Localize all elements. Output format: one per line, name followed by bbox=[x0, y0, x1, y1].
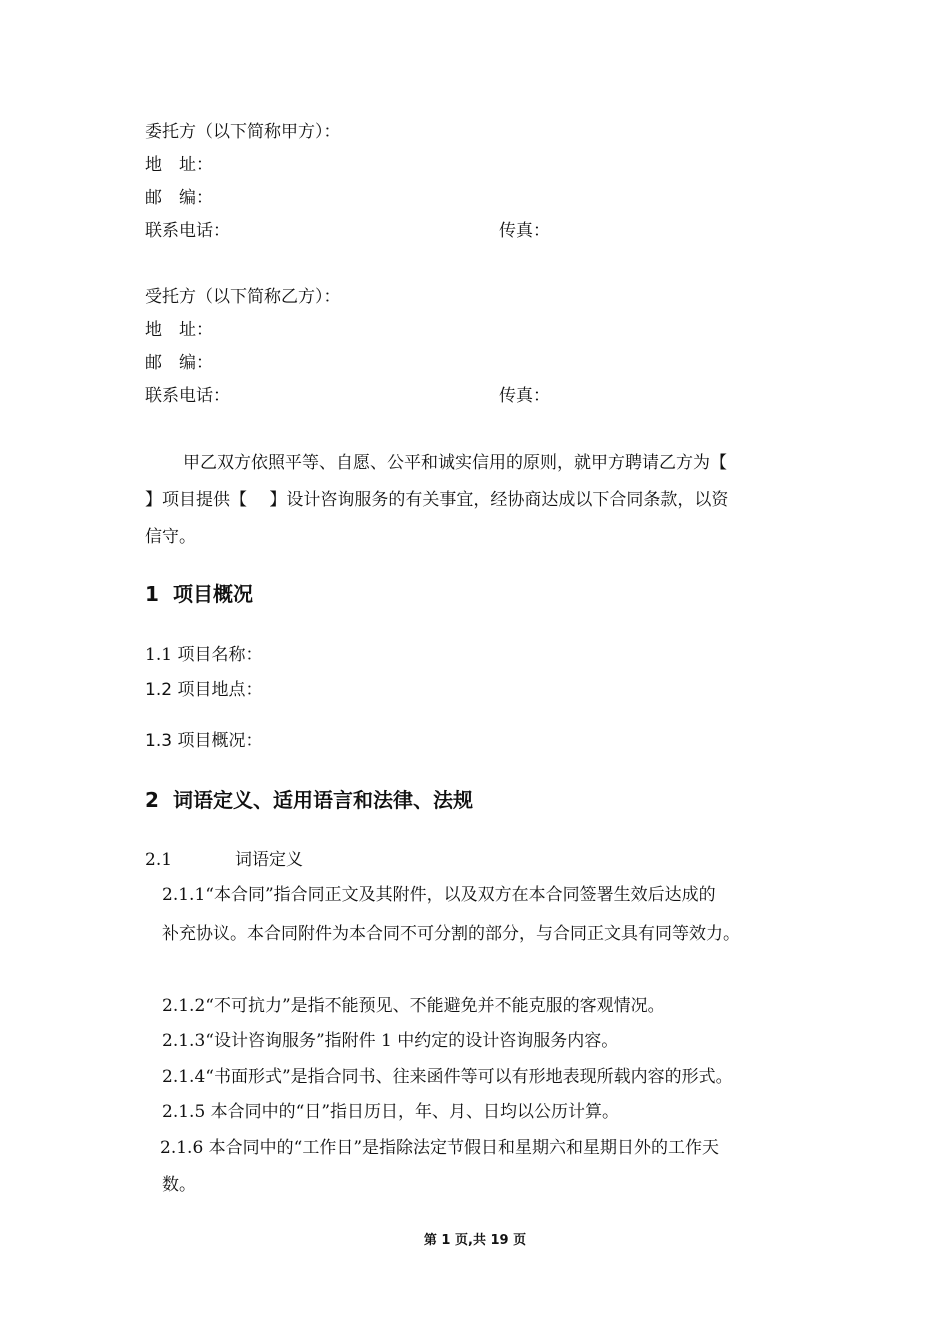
definition-2-1-4: 2.1.4“书面形式”是指合同书、往来函件等可以有形地表现所载内容的形式。 bbox=[162, 1067, 733, 1087]
definition-2-1-1-line-2: 补充协议。本合同附件为本合同不可分割的部分，与合同正文具有同等效力。 bbox=[162, 924, 740, 944]
item-1-2: 1.2 项目地点： bbox=[145, 680, 263, 700]
page-footer: 第 1 页,共 19 页 bbox=[423, 1233, 527, 1248]
item-1-3: 1.3 项目概况： bbox=[145, 731, 263, 751]
party-b-fax: 传真： bbox=[499, 386, 550, 406]
definition-2-1-6-line-1: 2.1.6 本合同中的“工作日”是指除法定节假日和星期六和星期日外的工作天 bbox=[160, 1138, 720, 1158]
definition-2-1-5: 2.1.5 本合同中的“日”指日历日，年、月、日均以公历计算。 bbox=[162, 1102, 620, 1122]
party-b-title: 受托方（以下简称乙方）： bbox=[145, 287, 341, 307]
item-1-1: 1.1 项目名称： bbox=[145, 645, 263, 665]
party-b-address: 地 址： bbox=[145, 320, 213, 340]
definition-2-1-3: 2.1.3“设计咨询服务”指附件 1 中约定的设计咨询服务内容。 bbox=[162, 1031, 619, 1051]
party-b-phone: 联系电话： bbox=[145, 386, 230, 406]
preamble-line-3: 信守。 bbox=[145, 527, 196, 547]
section-1-number: 1 bbox=[145, 582, 159, 606]
definition-2-1-6-line-2: 数。 bbox=[162, 1175, 196, 1195]
subsection-2-1-title: 词语定义 bbox=[235, 850, 303, 870]
section-2-number: 2 bbox=[145, 788, 159, 812]
section-2-title: 词语定义、适用语言和法律、法规 bbox=[173, 788, 473, 812]
preamble-line-2: 】项目提供【 】设计咨询服务的有关事宜，经协商达成以下合同条款，以资 bbox=[145, 490, 729, 510]
party-a-postcode: 邮 编： bbox=[145, 188, 213, 208]
party-a-title: 委托方（以下简称甲方）： bbox=[145, 122, 341, 142]
party-a-address: 地 址： bbox=[145, 155, 213, 175]
definition-2-1-1-line-1: 2.1.1“本合同”指合同正文及其附件，以及双方在本合同签署生效后达成的 bbox=[162, 885, 716, 905]
section-1-title: 项目概况 bbox=[173, 582, 253, 606]
section-1-heading bbox=[145, 580, 253, 608]
subsection-2-1-number: 2.1 bbox=[145, 850, 173, 870]
preamble-line-1: 甲乙双方依照平等、自愿、公平和诚实信用的原则，就甲方聘请乙方为【 bbox=[183, 453, 727, 473]
section-2-heading bbox=[145, 786, 473, 814]
party-b-postcode: 邮 编： bbox=[145, 353, 213, 373]
subsection-2-1 bbox=[145, 848, 303, 872]
party-a-phone: 联系电话： bbox=[145, 221, 230, 241]
party-a-fax: 传真： bbox=[499, 221, 550, 241]
definition-2-1-2: 2.1.2“不可抗力”是指不能预见、不能避免并不能克服的客观情况。 bbox=[162, 996, 665, 1016]
